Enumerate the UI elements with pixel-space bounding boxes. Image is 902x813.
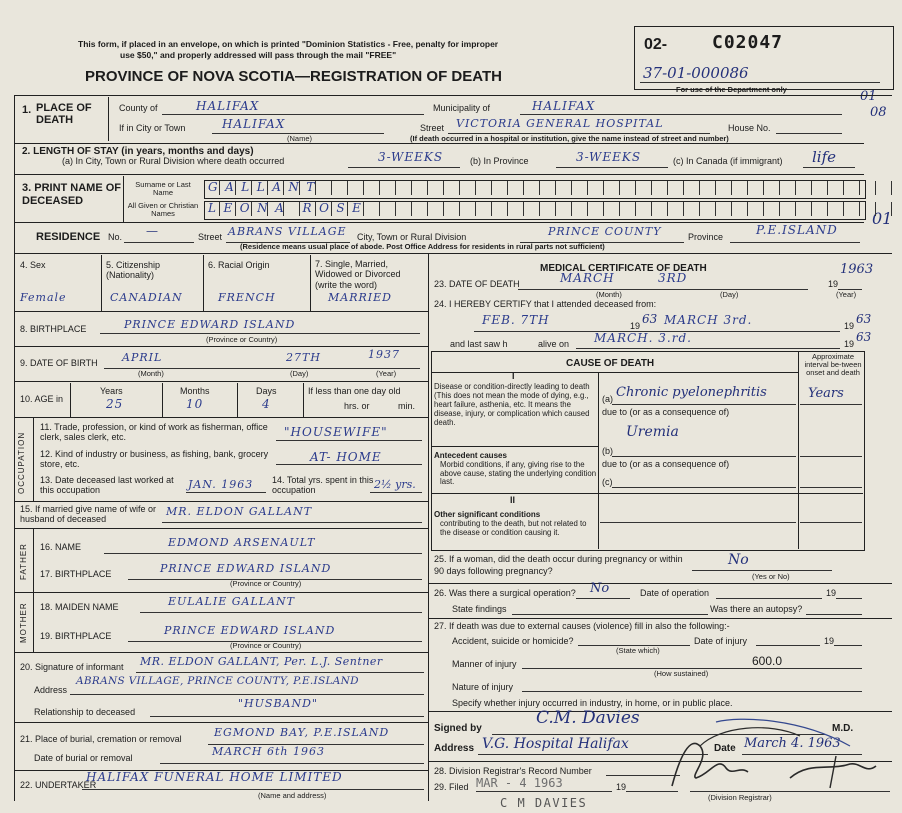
filed-stamp: MAR - 4 1963 [476, 776, 563, 790]
industry-value: AT- HOME [310, 450, 382, 464]
father-birthplace-value: PRINCE EDWARD ISLAND [160, 562, 332, 575]
attended-to: MARCH 3rd. [664, 313, 753, 327]
registrar-signature-icon [660, 716, 890, 794]
operation-value: No [590, 581, 610, 596]
name-label: 3. PRINT NAME OF DECEASED [22, 182, 122, 207]
place-label: PLACE OF DEATH [36, 102, 92, 126]
informant-address: ABRANS VILLAGE, PRINCE COUNTY, P.E.ISLAND [76, 675, 359, 687]
undertaker-value: HALIFAX FUNERAL HOME LIMITED [86, 770, 343, 784]
form-title: PROVINCE OF NOVA SCOTIA—REGISTRATION OF DEATH [85, 68, 502, 85]
trade-value: "HOUSEWIFE" [284, 425, 388, 439]
last-worked-value: JAN. 1963 [188, 478, 254, 491]
citizenship-value: CANADIAN [110, 291, 183, 304]
city-value: HALIFAX [222, 117, 286, 131]
attended-from: FEB. 7TH [482, 313, 550, 327]
margin-code-2: 08 [870, 105, 887, 120]
mother-birthplace-value: PRINCE EDWARD ISLAND [164, 624, 336, 637]
dob-day: 27TH [286, 351, 321, 364]
death-registration-form: This form, if placed in an envelope, on which is printed "Dominion Statistics - Free, penalty for improper use $50," and properly addressed will pass through the mail "FREE" PROVINCE OF NOVA SCOTIA—REGISTRATION OF DEATH 02- C02047 37-01-000086 For use of the Department only 01 08 01 1. PLACE OF DEATH County of HALIFAX Municipality of HALIFAX If in City or Town HALIFAX (Name) Street VICTORIA GENERAL HOSPITAL House No. (If death occurred in a hospital or institution, give the name instead of street and number) 2. LENGTH OF STAY (in years, months and days) (a) In City, Town or Rural Division where death occurred 3-WEEKS (b) In Province 3-WEEKS (c) In Canada (if immigrant) life 3. PRINT NAME OF DECEASED Surname or Last Name All Given or Christian Names GALLANT LEONA ROSE RESIDENCE No. — Street ABRANS VILLAGE City, Town or Rural Division PRINCE COUNTY Province P.E.ISLAND (Residence means usual place of abode. Post Office Address for residents in rural parts not sufficient) 4. Sex 5. Citizenship (Nationality) 6. Racial Origin 7. Single, Married, Widowed or Divorced (write the word) Female CANADIAN FRENCH MARRIED 8. BIRTHPLACE PRINCE EDWARD ISLAND (Province or Country) 9. DATE OF BIRTH APRIL 27TH 1937 (Month) (Day) (Year) 10. AGE in Years 25 Months 10 Days 4 If less than one day old hrs. or min. OCCUPATION 11. Trade, profession, or kind of work as fisherman, office clerk, sales clerk, etc. "HOUSEWIFE" 12. Kind of industry or business, as fishing, bank, grocery store, etc. AT- HOME 13. Date deceased last worked at this occupation JAN. 1963 14. Total yrs. spent in this occupation 2½ yrs. 15. If married give name of wife or husband of deceased MR. ELDON GALLANT FATHER 16. NAME EDMOND ARSENAULT 17. BIRTHPLACE PRINCE EDWARD ISLAND (Province or Country) MOTHER 18. MAIDEN NAME EULALIE GALLANT 19. BIRTHPLACE PRINCE EDWARD ISLAND (Province or Country) 20. Signature of informant MR. ELDON GALLANT, Per. L.J. Sentner Address ABRANS VILLAGE, PRINCE COUNTY, P.E.ISLAND Relationship to deceased "HUSBAND" 21. Place of burial, cremation or removal EGMOND BAY, P.E.ISLAND Date of burial or removal MARCH 6th 1963 22. UNDERTAKER HALIFAX FUNERAL HOME LIMITED (Name and address) MEDICAL CERTIFICATE OF DEATH 23. DATE OF DEATH MARCH 3RD 19 1963 (Month) (Day) (Year) 24. I HEREBY CERTIFY that I attended deceased from: FEB. 7TH 19 63 MARCH 3rd. 19 63 and last saw h alive on MARCH. 3.rd. 19 63 CAUSE OF DEATH Approximate interval be-tween onset and death I Disease or condition-directly leading to death (This does not mean the mode of dying, e.g., heart failure, asthenia, etc. It means the disease, injury, or complication which caused death. (a) Chronic pyelonephritis Years due to (or as a consequence of) Uremia Antecedent causes Morbid conditions, if any, giving rise to the above cause, stating the underlying condition last. (b) due to (or as a consequence of) (c) II Other significant conditions contributing to the death, but not related to the disease or condition causing it. 25. If a woman, did the death occur during pregnancy or within 90 days following pregnancy? No (Yes or No) 26. Was there a surgical operation? No Date of operation 19 State findings Was there an autopsy? 27. If death was due to external causes (violence) fill in also the following:- Accident, suicide or homicide? Date of injury 19 (State which) Manner of injury 600.0 (How sustained) Nature of injury Specify whether injury occurred in industry, in home, or in public place. Signed by C.M. Davies M.D. Address V.G. Hospital Halifax Date March 4. 1963 28. Division Registrar's Record Number 29. Filed MAR - 4 1963 19 (Division Registrar) C M DAVIES [0, 0, 902, 813]
physician-address: V.G. Hospital Halifax [482, 736, 629, 752]
origin-value: FRENCH [218, 291, 276, 304]
street-value: VICTORIA GENERAL HOSPITAL [456, 117, 664, 130]
death-month: MARCH [560, 271, 615, 285]
age-days: 4 [262, 397, 271, 411]
age-years: 25 [106, 397, 124, 411]
occupation-side-label: OCCUPATION [17, 431, 26, 494]
form-prefix: 02- [644, 36, 668, 53]
relationship-value: "HUSBAND" [238, 697, 318, 710]
residence-city: PRINCE COUNTY [548, 225, 662, 238]
municipality-value: HALIFAX [532, 99, 596, 113]
total-years-value: 2½ yrs. [374, 478, 416, 491]
death-year: 1963 [840, 262, 874, 277]
father-side-label: FATHER [19, 543, 28, 580]
cause-a-value: Chronic pyelonephritis [616, 385, 767, 400]
pregnancy-value: No [728, 552, 749, 568]
dept-note: For use of the Department only [676, 85, 787, 94]
medical-title: MEDICAL CERTIFICATE OF DEATH [540, 263, 707, 274]
last-saw-alive: MARCH. 3.rd. [594, 331, 692, 345]
typed-physician-name: C M DAVIES [500, 796, 588, 810]
spouse-value: MR. ELDON GALLANT [166, 505, 313, 518]
marital-value: MARRIED [328, 291, 392, 304]
sex-value: Female [20, 291, 67, 304]
stay-city-value: 3-WEEKS [378, 150, 444, 164]
margin-code-1: 01 [860, 89, 877, 104]
residence-province: P.E.ISLAND [756, 223, 838, 237]
given-names-value: LEONA ROSE [208, 201, 369, 215]
birthplace-value: PRINCE EDWARD ISLAND [124, 318, 296, 331]
burial-place-value: EGMOND BAY, P.E.ISLAND [214, 726, 390, 739]
manner-code: 600.0 [752, 654, 783, 668]
burial-date-value: MARCH 6th 1963 [212, 745, 325, 758]
surname-value: GALLANT [208, 180, 322, 194]
cause-uremia: Uremia [626, 424, 679, 440]
form-number: C02047 [712, 32, 784, 53]
physician-signature: C.M. Davies [536, 708, 640, 728]
informant-signature: MR. ELDON GALLANT, Per. L.J. Sentner [140, 655, 383, 668]
stay-canada-value: life [812, 148, 837, 166]
reg-number-line [640, 82, 880, 83]
mother-side-label: MOTHER [19, 602, 28, 643]
signature-date: March 4. 1963 [744, 736, 841, 751]
mother-maiden-value: EULALIE GALLANT [168, 595, 295, 608]
age-months: 10 [186, 397, 204, 411]
cause-a-interval: Years [808, 386, 844, 401]
father-name-value: EDMOND ARSENAULT [168, 536, 316, 549]
margin-code-3: 01 [872, 209, 893, 228]
stay-province-value: 3-WEEKS [576, 150, 642, 164]
dob-year: 1937 [368, 348, 400, 361]
mail-note-2: use $50," and properly addressed will pass through the mail "FREE" [120, 50, 397, 60]
death-day: 3RD [658, 271, 688, 285]
county-value: HALIFAX [196, 99, 260, 113]
dob-month: APRIL [122, 351, 163, 364]
mail-note-1: This form, if placed in an envelope, on which is printed "Dominion Statistics - Free, penalty for improper [78, 39, 499, 49]
residence-street: ABRANS VILLAGE [228, 225, 347, 238]
reg-number: 37-01-000086 [643, 64, 749, 82]
